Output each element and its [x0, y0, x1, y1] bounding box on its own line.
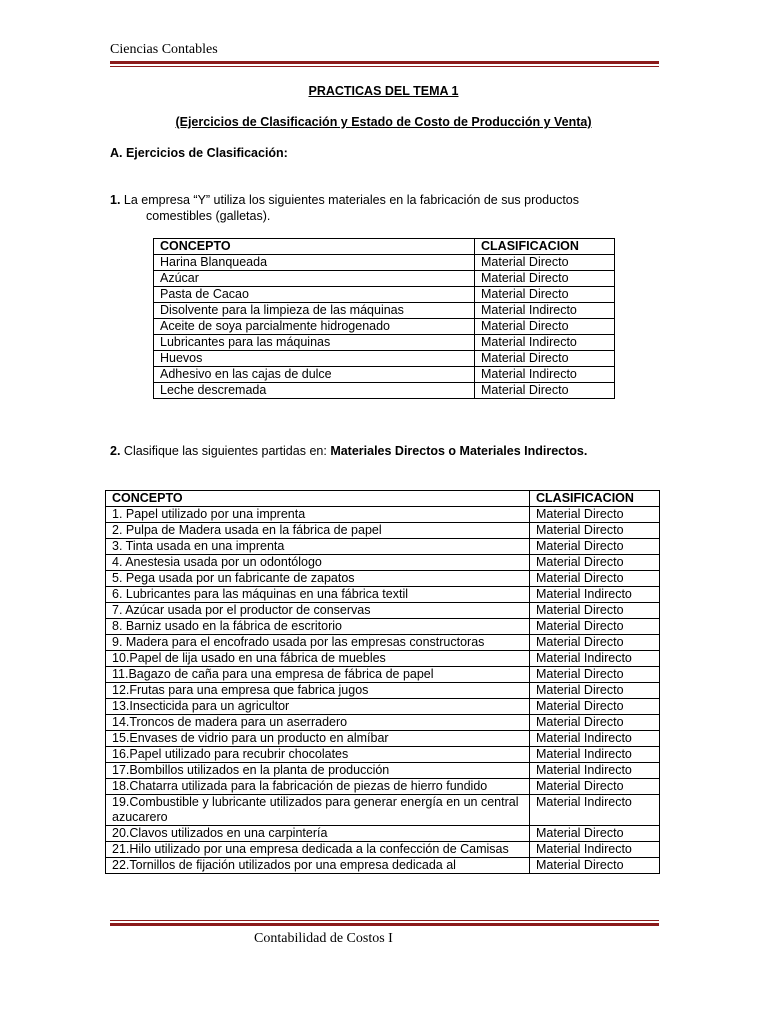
clasificacion-cell: Material Directo — [530, 779, 660, 795]
column-header-clasificacion: CLASIFICACION — [530, 491, 660, 507]
table-row — [106, 715, 660, 731]
footer-rule-top — [110, 920, 659, 921]
concepto-cell: 13.Insecticida para un agricultor — [106, 699, 530, 715]
table-row — [106, 779, 660, 795]
exercise-2-text — [110, 444, 587, 458]
clasificacion-cell: Material Directo — [530, 667, 660, 683]
concepto-cell: Azúcar — [154, 271, 475, 287]
clasificacion-cell: Material Directo — [475, 319, 615, 335]
clasificacion-cell: Material Directo — [530, 571, 660, 587]
clasificacion-cell: Material Directo — [530, 858, 660, 874]
table-row — [106, 635, 660, 651]
clasificacion-cell: Material Directo — [475, 287, 615, 303]
table-row — [154, 367, 615, 383]
exercise-2-number: 2. — [110, 444, 121, 458]
header-rule-top — [110, 61, 659, 64]
concepto-cell: 6. Lubricantes para las máquinas en una fábrica textil — [106, 587, 530, 603]
clasificacion-cell: Material Indirecto — [530, 747, 660, 763]
table-row — [154, 303, 615, 319]
page-subtitle: (Ejercicios de Clasificación y Estado de Costo de Producción y Venta) — [175, 115, 592, 129]
concepto-cell: Leche descremada — [154, 383, 475, 399]
clasificacion-cell: Material Directo — [530, 507, 660, 523]
table-row — [106, 842, 660, 858]
page-title: PRACTICAS DEL TEMA 1 — [308, 84, 459, 98]
column-header-concepto: CONCEPTO — [106, 491, 530, 507]
clasificacion-cell: Material Indirecto — [530, 587, 660, 603]
table-row — [106, 683, 660, 699]
clasificacion-cell: Material Directo — [530, 539, 660, 555]
table-row — [106, 795, 660, 826]
column-header-clasificacion: CLASIFICACION — [475, 239, 615, 255]
table-row — [106, 555, 660, 571]
table-row — [106, 858, 660, 874]
concepto-cell: Harina Blanqueada — [154, 255, 475, 271]
concepto-cell: 5. Pega usada por un fabricante de zapatos — [106, 571, 530, 587]
table-row — [106, 603, 660, 619]
concepto-cell: Aceite de soya parcialmente hidrogenado — [154, 319, 475, 335]
clasificacion-cell: Material Directo — [475, 383, 615, 399]
exercise-1-line2: comestibles (galletas). — [146, 209, 271, 223]
clasificacion-cell: Material Directo — [475, 351, 615, 367]
table-row — [106, 747, 660, 763]
table-row — [106, 826, 660, 842]
concepto-cell: 10.Papel de lija usado en una fábrica de muebles — [106, 651, 530, 667]
table-row — [106, 523, 660, 539]
concepto-cell: Lubricantes para las máquinas — [154, 335, 475, 351]
concepto-cell: 18.Chatarra utilizada para la fabricación de piezas de hierro fundido — [106, 779, 530, 795]
clasificacion-cell: Material Directo — [530, 826, 660, 842]
concepto-cell: 1. Papel utilizado por una imprenta — [106, 507, 530, 523]
exercise-2-emphasis: Materiales Directos o Materiales Indirectos. — [330, 444, 588, 458]
table-row — [106, 507, 660, 523]
clasificacion-cell: Material Indirecto — [475, 335, 615, 351]
concepto-cell: 14.Troncos de madera para un aserradero — [106, 715, 530, 731]
clasificacion-cell: Material Directo — [475, 271, 615, 287]
table-row — [106, 571, 660, 587]
concepto-cell: 16.Papel utilizado para recubrir chocolates — [106, 747, 530, 763]
clasificacion-cell: Material Directo — [530, 683, 660, 699]
column-header-concepto: CONCEPTO — [154, 239, 475, 255]
section-a-heading: A. Ejercicios de Clasificación: — [110, 146, 288, 160]
exercise-1-line1: La empresa “Y” utiliza los siguientes materiales en la fabricación de sus productos — [123, 193, 580, 207]
concepto-cell: 20.Clavos utilizados en una carpintería — [106, 826, 530, 842]
exercise-1-number: 1. — [110, 193, 121, 207]
table-row — [106, 667, 660, 683]
clasificacion-cell: Material Directo — [530, 619, 660, 635]
clasificacion-cell: Material Directo — [530, 523, 660, 539]
concepto-cell: 11.Bagazo de caña para una empresa de fábrica de papel — [106, 667, 530, 683]
concepto-cell: 22.Tornillos de fijación utilizados por una empresa dedicada al — [106, 858, 530, 874]
clasificacion-cell: Material Indirecto — [530, 763, 660, 779]
clasificacion-cell: Material Directo — [530, 699, 660, 715]
table-row — [106, 763, 660, 779]
table-row — [106, 699, 660, 715]
clasificacion-cell: Material Indirecto — [530, 795, 660, 826]
table-row — [154, 255, 615, 271]
table-row — [154, 319, 615, 335]
concepto-cell: 7. Azúcar usada por el productor de conservas — [106, 603, 530, 619]
concepto-cell: 21.Hilo utilizado por una empresa dedicada a la confección de Camisas — [106, 842, 530, 858]
running-header: Ciencias Contables — [110, 42, 218, 57]
table-row — [154, 351, 615, 367]
table-row — [154, 383, 615, 399]
clasificacion-cell: Material Indirecto — [530, 842, 660, 858]
header-rule-bottom — [110, 66, 659, 67]
concepto-cell: Adhesivo en las cajas de dulce — [154, 367, 475, 383]
concepto-cell: 8. Barniz usado en la fábrica de escritorio — [106, 619, 530, 635]
concepto-cell: 15.Envases de vidrio para un producto en almíbar — [106, 731, 530, 747]
concepto-cell: 17.Bombillos utilizados en la planta de producción — [106, 763, 530, 779]
clasificacion-cell: Material Directo — [530, 603, 660, 619]
running-footer: Contabilidad de Costos I — [254, 931, 393, 946]
clasificacion-cell: Material Directo — [475, 255, 615, 271]
table-row — [154, 287, 615, 303]
concepto-cell: 9. Madera para el encofrado usada por las empresas constructoras — [106, 635, 530, 651]
exercise-2-table — [105, 490, 660, 874]
table-header-row — [106, 491, 660, 507]
exercise-2-instruction: Clasifique las siguientes partidas en: — [123, 444, 327, 458]
table-row — [106, 731, 660, 747]
clasificacion-cell: Material Directo — [530, 635, 660, 651]
clasificacion-cell: Material Indirecto — [530, 731, 660, 747]
concepto-cell: 19.Combustible y lubricante utilizados para generar energía en un central azucarero — [106, 795, 530, 826]
table-header-row — [154, 239, 615, 255]
exercise-1-table — [153, 238, 615, 399]
footer-rule-bottom — [110, 923, 659, 926]
concepto-cell: 3. Tinta usada en una imprenta — [106, 539, 530, 555]
clasificacion-cell: Material Indirecto — [475, 367, 615, 383]
concepto-cell: 2. Pulpa de Madera usada en la fábrica de papel — [106, 523, 530, 539]
table-row — [154, 335, 615, 351]
table-row — [106, 587, 660, 603]
concepto-cell: 4. Anestesia usada por un odontólogo — [106, 555, 530, 571]
exercise-1-text — [110, 192, 657, 224]
concepto-cell: Disolvente para la limpieza de las máquinas — [154, 303, 475, 319]
table-row — [106, 619, 660, 635]
table-row — [154, 271, 615, 287]
concepto-cell: Huevos — [154, 351, 475, 367]
concepto-cell: Pasta de Cacao — [154, 287, 475, 303]
clasificacion-cell: Material Indirecto — [475, 303, 615, 319]
clasificacion-cell: Material Directo — [530, 555, 660, 571]
table-row — [106, 651, 660, 667]
clasificacion-cell: Material Indirecto — [530, 651, 660, 667]
table-row — [106, 539, 660, 555]
clasificacion-cell: Material Directo — [530, 715, 660, 731]
concepto-cell: 12.Frutas para una empresa que fabrica jugos — [106, 683, 530, 699]
